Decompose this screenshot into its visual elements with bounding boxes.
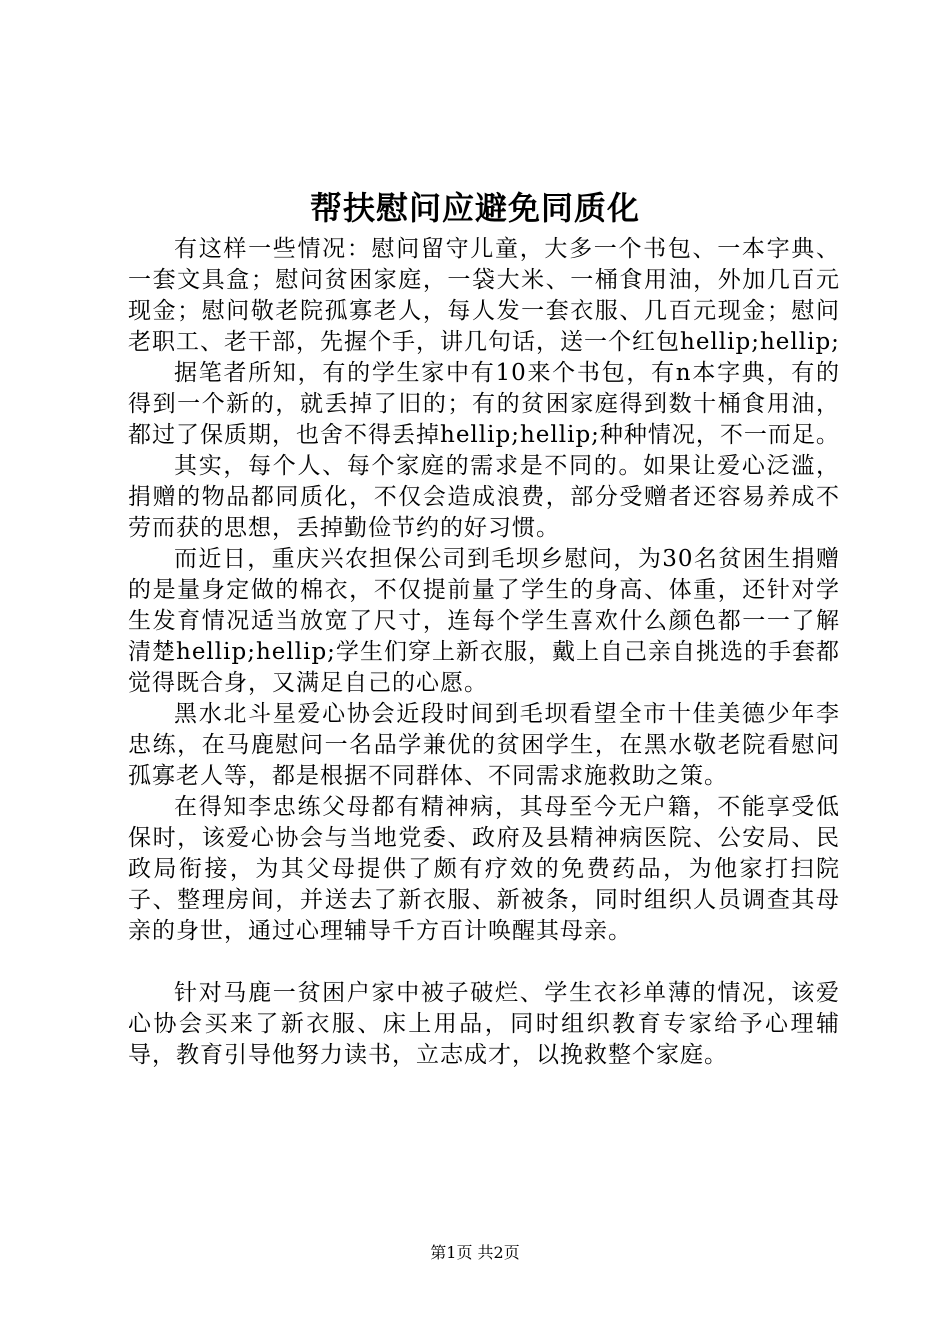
paragraph-4: 而近日，重庆兴农担保公司到毛坝乡慰问，为30名贫困生捐赠的是量身定做的棉衣，不仅提前量了学生的身高、体重，还针对学生发育情况适当放宽了尺寸，连每个学生喜欢什么颜色都一一了解清楚hellip;hellip;学生们穿上新衣服，戴上自己亲自挑选的手套都觉得既合身，又满足自己的心愿。 [128, 546, 840, 696]
paragraph-2: 据笔者所知，有的学生家中有10来个书包，有n本字典，有的得到一个新的，就丢掉了旧的；有的贫困家庭得到数十桶食用油，都过了保质期，也舍不得丢掉hellip;hellip;种种情况，不一而足。 [128, 360, 840, 448]
paragraph-1: 有这样一些情况：慰问留守儿童，大多一个书包、一本字典、一套文具盒；慰问贫困家庭，一袋大米、一桶食用油，外加几百元现金；慰问敬老院孤寡老人，每人发一套衣服、几百元现金；慰问老职工、老干部，先握个手，讲几句话，送一个红包hellip;hellip; [128, 236, 840, 355]
paragraph-6: 在得知李忠练父母都有精神病，其母至今无户籍，不能享受低保时，该爱心协会与当地党委、政府及县精神病医院、公安局、民政局衔接，为其父母提供了颇有疗效的免费药品，为他家打扫院子、整理房间，并送去了新衣服、新被条，同时组织人员调查其母亲的身世，通过心理辅导千方百计唤醒其母亲。 [128, 794, 840, 944]
article-body [128, 234, 840, 1071]
paragraph-7: 针对马鹿一贫困户家中被子破烂、学生衣衫单薄的情况，该爱心协会买来了新衣服、床上用品，同时组织教育专家给予心理辅导，教育引导他努力读书，立志成才，以挽救整个家庭。 [128, 980, 840, 1068]
paragraph-5: 黑水北斗星爱心协会近段时间到毛坝看望全市十佳美德少年李忠练，在马鹿慰问一名品学兼优的贫困学生，在黑水敬老院看慰问孤寡老人等，都是根据不同群体、不同需求施救助之策。 [128, 701, 840, 789]
page-title: 帮扶慰问应避免同质化 [309, 189, 640, 227]
page-number-footer: 第1页 共2页 [430, 1243, 520, 1262]
paragraph-3: 其实，每个人、每个家庭的需求是不同的。如果让爱心泛滥，捐赠的物品都同质化，不仅会造成浪费，部分受赠者还容易养成不劳而获的思想，丢掉勤俭节约的好习惯。 [128, 453, 840, 541]
